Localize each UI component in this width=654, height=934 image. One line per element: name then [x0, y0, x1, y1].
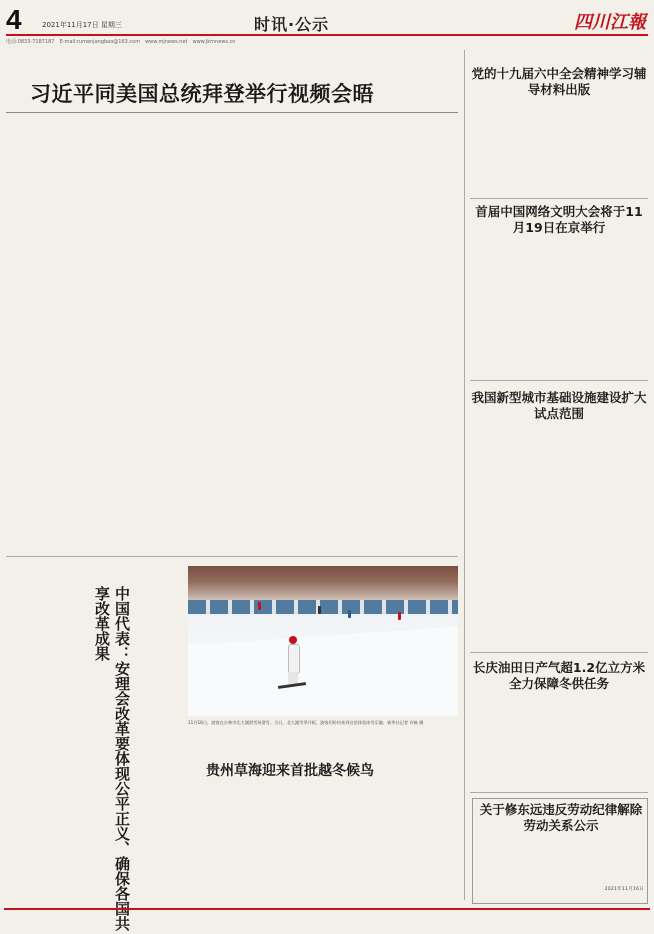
skier — [398, 612, 401, 620]
notice-body — [564, 840, 642, 884]
article-column — [188, 784, 272, 902]
article-column — [562, 428, 646, 648]
section-headline: 贵州草海迎来首批越冬候鸟 — [206, 763, 374, 779]
contact-line: 电话:0833-7187187 E-mail:rumenjangbao@163.com www.mjnews.net www.jkmnews.cn — [6, 39, 236, 45]
article-column — [472, 104, 556, 194]
skier — [258, 602, 261, 610]
tree-line — [188, 566, 458, 600]
skier — [318, 606, 321, 614]
masthead — [6, 6, 648, 46]
article-column — [188, 118, 272, 550]
skier — [348, 610, 351, 618]
article-column — [8, 118, 92, 550]
column-divider — [464, 50, 465, 900]
side-headline: 长庆油田日产气超1.2亿立方米全力保障冬供任务 — [472, 660, 646, 691]
article-column — [368, 118, 458, 550]
article-column — [98, 118, 182, 550]
article-column — [472, 428, 556, 648]
article-column — [8, 562, 66, 902]
article-column — [368, 784, 458, 902]
skier-legs — [288, 672, 298, 684]
newspaper-logo: 四川江報 — [574, 12, 646, 33]
headline-rule — [6, 112, 458, 113]
page-number: 4 — [6, 4, 22, 35]
fence — [188, 600, 458, 614]
skier-body — [288, 644, 300, 674]
side-headline: 我国新型城市基础设施建设扩大试点范围 — [471, 390, 647, 421]
side-headline: 党的十九届六中全会精神学习辅导材料出版 — [471, 66, 647, 97]
article-column — [562, 104, 646, 194]
main-headline: 习近平同美国总统拜登举行视频会晤 — [30, 82, 374, 106]
section-divider — [470, 380, 648, 381]
article-column — [128, 562, 184, 902]
side-headline: 首届中国网络文明大会将于11月19日在京举行 — [475, 204, 643, 235]
main-skier — [284, 636, 302, 688]
ski-photo — [188, 566, 458, 716]
snow-slope — [188, 625, 458, 716]
section-divider — [6, 556, 458, 557]
notice-date: 2021年11月16日 — [604, 887, 644, 892]
photo-caption: 11月16日，游客在吉林市北大湖滑雪场滑雪。当日，北大湖雪季开板，游客们纷纷来到这里体验冰雪乐趣。新华社记者 许畅 摄 — [188, 720, 424, 725]
notice-body — [480, 840, 558, 894]
article-column — [472, 242, 556, 376]
section-title: 时讯·公示 — [254, 15, 330, 34]
article-column — [278, 784, 362, 902]
issue-date: 2021年11月17日 星期三 — [42, 21, 122, 29]
section-divider — [470, 198, 648, 199]
article-column — [278, 118, 362, 550]
notice-title: 关于修东远违反劳动纪律解除劳动关系公示 — [479, 802, 643, 833]
vertical-headline: 中国代表：安理会改革要体现公平正义、确保各国共享改革成果 — [93, 586, 131, 931]
masthead-rule — [6, 34, 648, 36]
article-column — [562, 242, 646, 376]
article-column — [472, 698, 556, 788]
article-column — [562, 698, 646, 788]
footer-credits — [4, 908, 650, 934]
section-divider — [470, 652, 648, 653]
section-divider — [470, 792, 648, 793]
skier-helmet — [289, 636, 297, 644]
